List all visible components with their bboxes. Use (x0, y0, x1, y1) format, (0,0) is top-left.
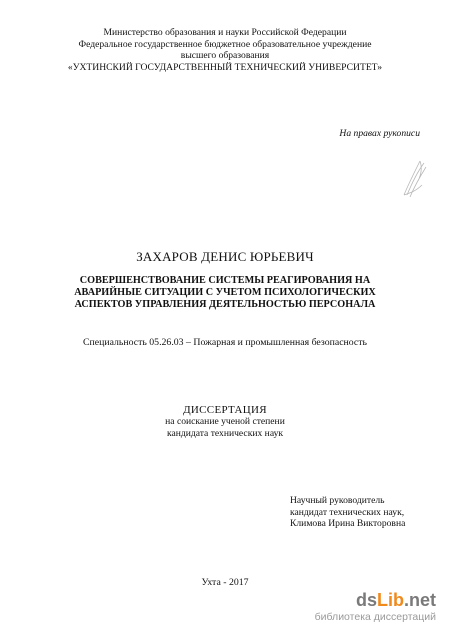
degree-line-2: кандидата технических наук (166, 427, 284, 439)
header-line-2: Федеральное государственное бюджетное образовательное учреждение (78, 38, 372, 50)
specialty-line: Специальность 05.26.03 – Пожарная и промышленная безопасность (82, 337, 368, 348)
supervisor-line-1: Научный руководитель (290, 495, 385, 506)
logo-lib-text: Lib (376, 590, 404, 610)
ministry-header (0, 27, 450, 73)
supervisor-block (290, 495, 405, 530)
rights-note: На правах рукописи (339, 128, 420, 139)
supervisor-line-2: кандидат технических наук, (290, 506, 405, 518)
header-line-4: «УХТИНСКИЙ ГОСУДАРСТВЕННЫЙ ТЕХНИЧЕСКИЙ УНИВЕРСИТЕТ» (67, 61, 383, 73)
degree-line-1: на соискание ученой степени (165, 416, 285, 427)
dissertation-block (0, 404, 450, 439)
header-line-1: Министерство образования и науки Российской Федерации (103, 27, 347, 38)
dslib-subtitle: библиотека диссертаций (314, 611, 436, 623)
dslib-logo (315, 590, 436, 611)
title-line-1: СОВЕРШЕНСТВОВАНИЕ СИСТЕМЫ РЕАГИРОВАНИЯ НА (79, 275, 371, 286)
dissertation-heading: ДИССЕРТАЦИЯ (183, 404, 267, 416)
title-line-3: АСПЕКТОВ УПРАВЛЕНИЯ ДЕЯТЕЛЬНОСТЬЮ ПЕРСОНАЛА (74, 299, 376, 310)
title-line-2: АВАРИЙНЫЕ СИТУАЦИИ С УЧЕТОМ ПСИХОЛОГИЧЕСКИХ (74, 287, 376, 298)
city-year: Ухта - 2017 (201, 577, 249, 588)
dissertation-title (0, 275, 450, 311)
logo-net-text: .net (403, 590, 436, 610)
header-line-3: высшего образования (180, 50, 270, 61)
handwritten-signature (398, 155, 432, 201)
supervisor-line-3: Климова Ирина Викторовна (290, 518, 406, 529)
author-name: ЗАХАРОВ ДЕНИС ЮРЬЕВИЧ (136, 249, 314, 264)
dslib-watermark (315, 590, 436, 623)
logo-ds-text: ds (355, 590, 377, 610)
